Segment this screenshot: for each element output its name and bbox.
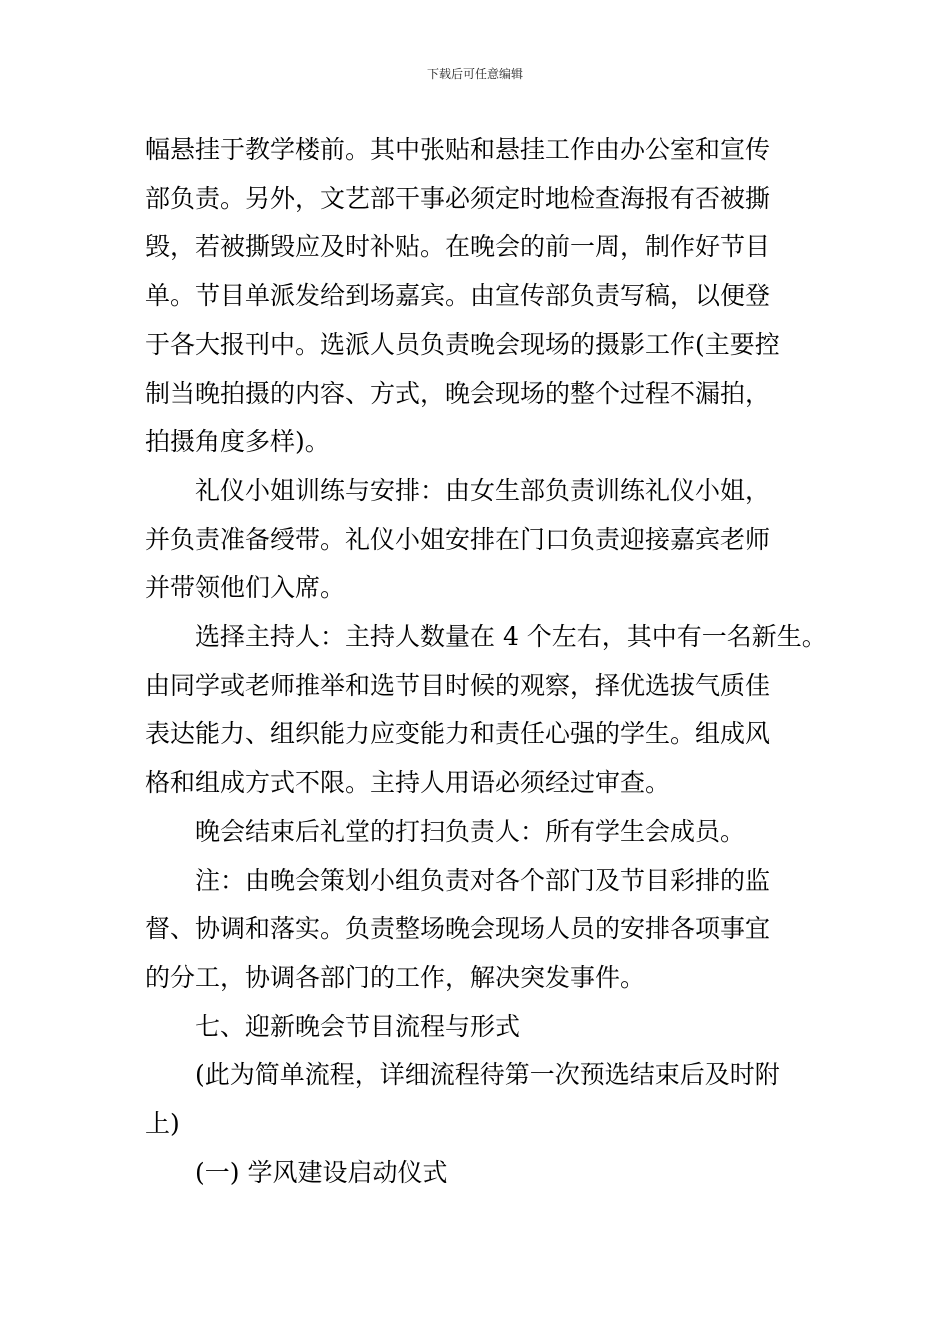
text-line: 拍摄角度多样)。 xyxy=(145,427,330,457)
body-text xyxy=(145,126,835,1197)
text-line: 由同学或老师推举和选节目时候的观察，择优选拔气质佳 xyxy=(145,670,771,700)
page-header: 下载后可任意编辑 xyxy=(426,67,523,81)
text-line: 并带领他们入席。 xyxy=(145,573,346,603)
text-line: 的分工，协调各部门的工作，解决突发事件。 xyxy=(145,962,646,992)
text-line: 格和组成方式不限。主持人用语必须经过审查。 xyxy=(145,768,671,798)
text-line: 七、迎新晚会节目流程与形式 xyxy=(195,1011,521,1041)
text-line: 毁，若被撕毁应及时补贴。在晚会的前一周，制作好节目 xyxy=(145,232,771,262)
text-line: 选择主持人：主持人数量在 4 个左右，其中有一名新生。 xyxy=(195,622,827,652)
text-line: 晚会结束后礼堂的打扫负责人：所有学生会成员。 xyxy=(195,816,746,846)
text-line: 督、协调和落实。负责整场晚会现场人员的安排各项事宜 xyxy=(145,914,771,944)
text-line: 礼仪小姐训练与安排：由女生部负责训练礼仪小姐， xyxy=(195,475,771,505)
text-line: 部负责。另外，文艺部干事必须定时地检查海报有否被撕 xyxy=(145,183,771,213)
text-line: (此为简单流程，详细流程待第一次预选结束后及时附 xyxy=(195,1060,780,1090)
text-line: 幅悬挂于教学楼前。其中张贴和悬挂工作由办公室和宣传 xyxy=(145,135,771,164)
text-line: 上) xyxy=(145,1109,180,1139)
text-line: 注：由晚会策划小组负责对各个部门及节目彩排的监 xyxy=(195,865,771,895)
text-line: 制当晚拍摄的内容、方式，晚会现场的整个过程不漏拍， xyxy=(145,378,771,408)
text-line: 单。节目单派发给到场嘉宾。由宣传部负责写稿，以便登 xyxy=(145,281,771,311)
text-line: (一) 学风建设启动仪式 xyxy=(195,1157,448,1187)
text-line: 并负责准备绶带。礼仪小姐安排在门口负责迎接嘉宾老师 xyxy=(145,524,771,554)
text-line: 于各大报刊中。选派人员负责晚会现场的摄影工作(主要控 xyxy=(145,329,780,359)
text-line: 表达能力、组织能力应变能力和责任心强的学生。组成风 xyxy=(145,719,771,749)
